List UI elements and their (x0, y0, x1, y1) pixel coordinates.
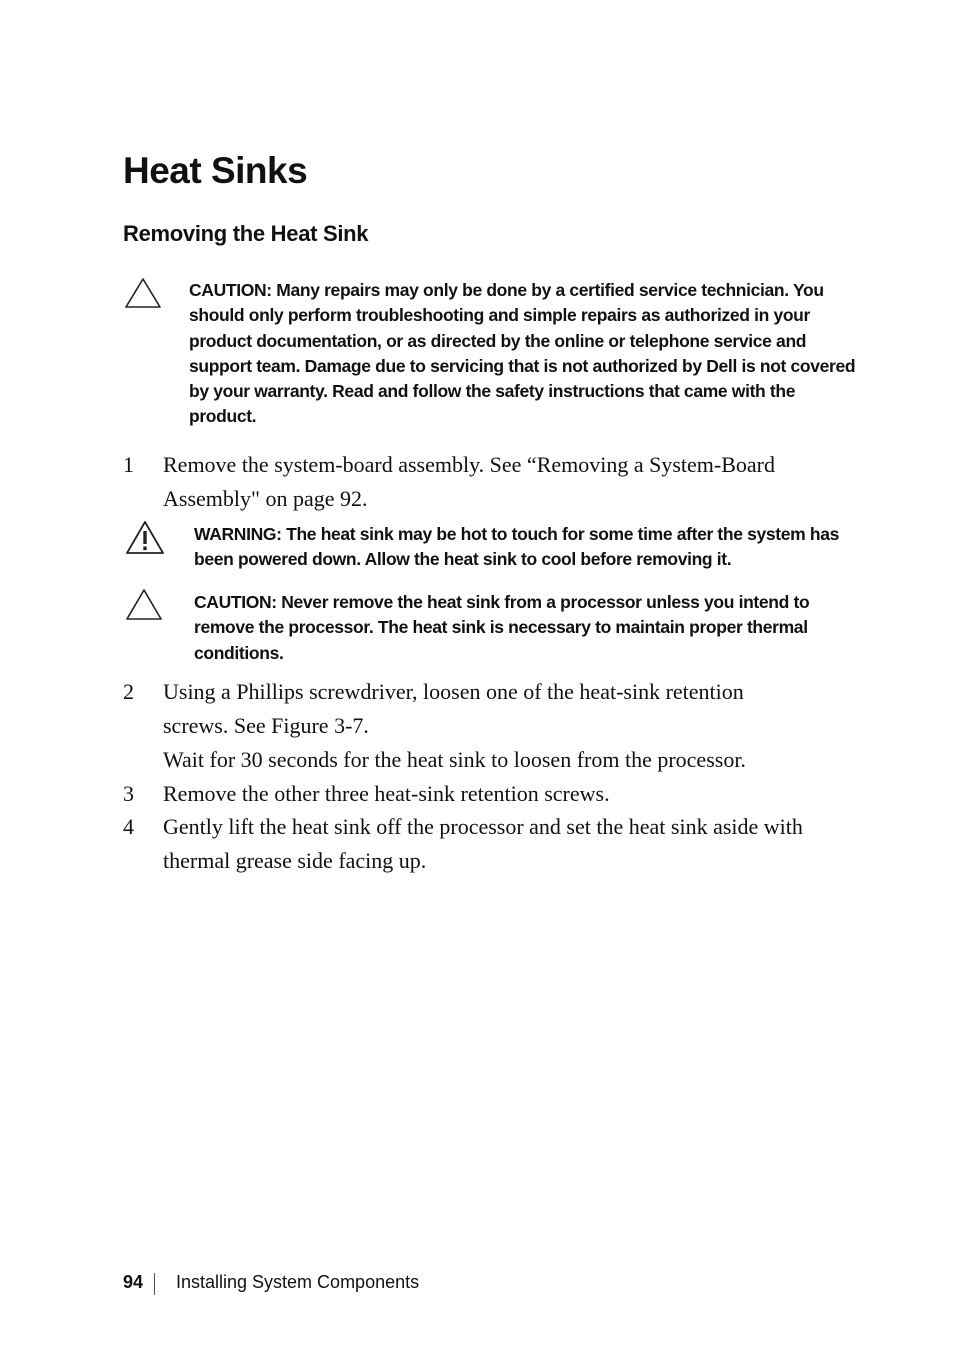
warning-notice (194, 522, 861, 573)
warning-triangle-icon (125, 520, 165, 556)
step-text: Gently lift the heat sink off the processor and set the heat sink aside with thermal grease side facing up. (163, 814, 803, 873)
caution-triangle-icon (124, 277, 162, 309)
step-number: 1 (123, 452, 134, 477)
footer-divider (154, 1273, 155, 1295)
step-number: 4 (123, 814, 134, 839)
step-text: Remove the system-board assembly. See “Removing a System-Board Assembly" on page 92. (163, 452, 776, 511)
caution-notice-2 (194, 590, 834, 666)
caution-triangle-icon (125, 588, 163, 621)
warning-text: WARNING: The heat sink may be hot to touch for some time after the system has been powered down. Allow the heat sink to cool before removing it. (194, 524, 839, 570)
caution-notice (189, 278, 861, 430)
caution-text-2: CAUTION: Never remove the heat sink from a processor unless you intend to remove the processor. The heat sink is necessary to maintain proper thermal conditions. (194, 592, 810, 663)
step-number: 2 (123, 679, 134, 704)
step-2-note: Wait for 30 seconds for the heat sink to loosen from the processor. (163, 747, 746, 772)
page-number: 94 (123, 1272, 144, 1292)
step-2 (123, 675, 823, 745)
section-title: Removing the Heat Sink (123, 221, 369, 246)
footer-section-name: Installing System Components (176, 1272, 420, 1292)
step-text: Using a Phillips screwdriver, loosen one of the heat-sink retention screws. See Figure 3-7. (163, 679, 744, 738)
step-number: 3 (123, 781, 134, 806)
step-text: Remove the other three heat-sink retention screws. (163, 781, 610, 806)
caution-text: CAUTION: Many repairs may only be done by a certified service technician. You should only perform troubleshooting and simple repairs as authorized in your product documentation, or as directed by the online or telephone service and support team. Damage due to servicing that is not authorized by Dell is not covered by your warranty. Read and follow the safety instructions that came with the product. (189, 280, 856, 427)
step-4 (123, 810, 823, 880)
step-1 (123, 448, 823, 518)
step-3 (123, 777, 823, 811)
page-title: Heat Sinks (123, 150, 308, 191)
